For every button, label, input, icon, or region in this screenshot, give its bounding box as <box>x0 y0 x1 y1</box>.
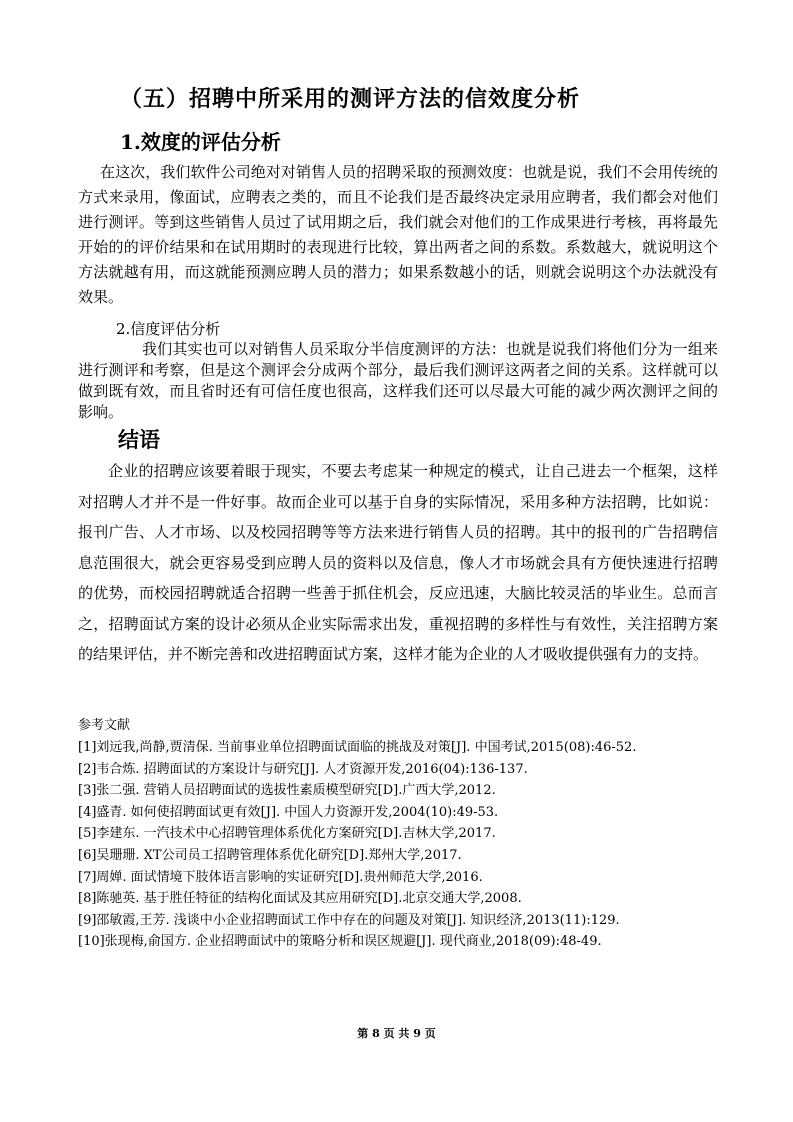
reference-item: [6]吴珊珊. XT公司员工招聘管理体系优化研究[D].郑州大学,2017. <box>78 847 462 863</box>
reference-item: [2]韦合炼. 招聘面试的方案设计与研究[J]. 人才资源开发,2016(04):136-137. <box>78 761 528 777</box>
section-heading: （五）招聘中所采用的测评方法的信效度分析 <box>120 86 581 112</box>
reference-item: [9]邵敏霞,王芳. 浅谈中小企业招聘面试工作中存在的问题及对策[J]. 知识经济,2013(11):129. <box>78 912 620 928</box>
references-list <box>78 737 738 953</box>
page-footer: 第 8 页 共 9 页 <box>357 1027 436 1040</box>
reference-item: [7]周婵. 面试情境下肢体语言影响的实证研究[D].贵州师范大学,2016. <box>78 869 483 885</box>
reference-item: [10]张现梅,俞国方. 企业招聘面试中的策略分析和误区规避[J]. 现代商业,2018(09):48-49. <box>78 934 602 950</box>
validity-paragraph: 在这次，我们软件公司绝对对销售人员的招聘采取的预测效度：也就是说，我们不会用传统的方式来录用，像面试，应聘表之类的，而且不论我们是否最终决定录用应聘者，我们都会对他们进行测评。等到这些销售人员过了试用期之后，我们就会对他们的工作成果进行考核，再将最先开始的的评价结果和在试用期时的表现进行比较，算出两者之间的系数。系数越大，就说明这个方法就越有用，而这就能预测应聘人员的潜力；如果系数越小的话，则就会说明这个办法就没有效果。 <box>78 163 718 306</box>
reference-item: [8]陈驰英. 基于胜任特征的结构化面试及其应用研究[D].北京交通大学,2008. <box>78 891 522 907</box>
conclusion-heading: 结语 <box>118 427 160 452</box>
reliability-heading: 2.信度评估分析 <box>116 320 221 338</box>
conclusion-paragraph: 企业的招聘应该要着眼于现实，不要去考虑某一种规定的模式，让自己进去一个框架，这样对招聘人才并不是一件好事。故而企业可以基于自身的实际情况，采用多种方法招聘，比如说：报刊广告、人才市场、以及校园招聘等等方法来进行销售人员的招聘。其中的报刊的广告招聘信息范围很大，就会更容易受到应聘人员的资料以及信息，像人才市场就会具有方便快速进行招聘的优势，而校园招聘就适合招聘一些善于抓住机会，反应迅速，大脑比较灵活的毕业生。总而言之，招聘面试方案的设计必须从企业实际需求出发，重视招聘的多样性与有效性，关注招聘方案的结果评估，并不断完善和改进招聘面试方案，这样才能为企业的人才吸收提供强有力的支持。 <box>78 462 718 663</box>
references-title: 参考文献 <box>78 718 131 733</box>
reliability-paragraph: 我们其实也可以对销售人员采取分半信度测评的方法：也就是说我们将他们分为一组来进行测评和考察，但是这个测评会分成两个部分，最后我们测评这两者之间的关系。这样就可以做到既有效，而且省时还有可信任度也很高，这样我们还可以尽最大可能的减少两次测评之间的影响。 <box>78 340 718 421</box>
reference-item: [3]张二强. 营销人员招聘面试的选拔性素质模型研究[D].广西大学,2012. <box>78 783 496 799</box>
validity-heading: 1.效度的评估分析 <box>120 130 281 154</box>
reference-item: [1]刘远我,尚静,贾清保. 当前事业单位招聘面试面临的挑战及对策[J]. 中国考试,2015(08):46-52. <box>78 740 637 755</box>
reference-item: [4]盛青. 如何使招聘面试更有效[J]. 中国人力资源开发,2004(10):49-53. <box>78 804 499 820</box>
reference-item: [5]李建东. 一汽技术中心招聘管理体系优化方案研究[D].吉林大学,2017. <box>78 826 496 842</box>
